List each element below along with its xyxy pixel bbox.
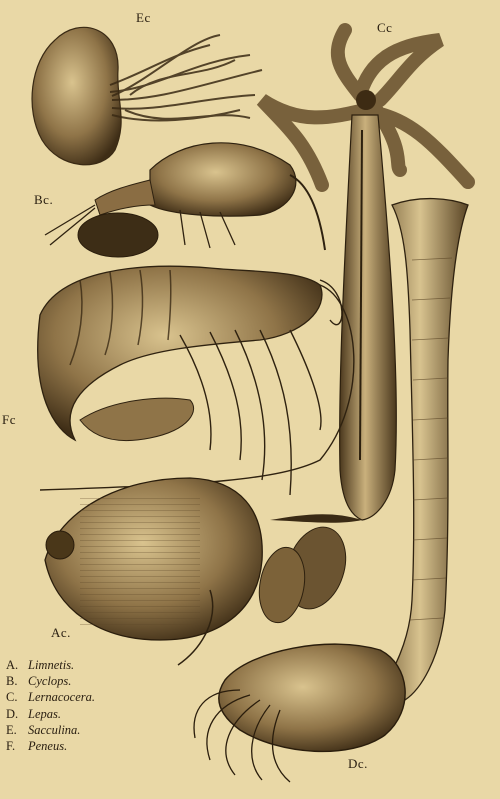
legend-name: Sacculina. [28,722,81,737]
legend-name: Lepas. [28,706,61,721]
legend-name: Cyclops. [28,674,72,689]
legend-item [6,706,95,722]
legend-name: Peneus. [28,739,68,754]
legend-key: F. [6,739,16,754]
legend-item [6,689,95,705]
label-fc: Fc [2,412,16,427]
label-dc: Dc. [348,756,368,771]
legend-item [6,722,95,738]
limnetis-figure [45,478,262,665]
legend-name: Limnetis. [28,658,75,672]
legend-item [6,657,95,673]
label-ec: Ec [136,10,151,25]
label-cc: Cc [377,20,393,35]
legend-key: C. [6,690,18,705]
legend-key: B. [6,674,18,689]
legend-key: A. [6,658,19,672]
label-ac: Ac. [51,625,71,640]
legend-key: E. [6,722,17,737]
legend-item [6,673,95,689]
legend-item [6,738,95,754]
legend-name: Lernacocera. [28,690,95,705]
peneus-figure [38,266,354,495]
legend-key: D. [6,706,19,721]
label-bc: Bc. [34,192,54,207]
species-legend [6,657,95,754]
